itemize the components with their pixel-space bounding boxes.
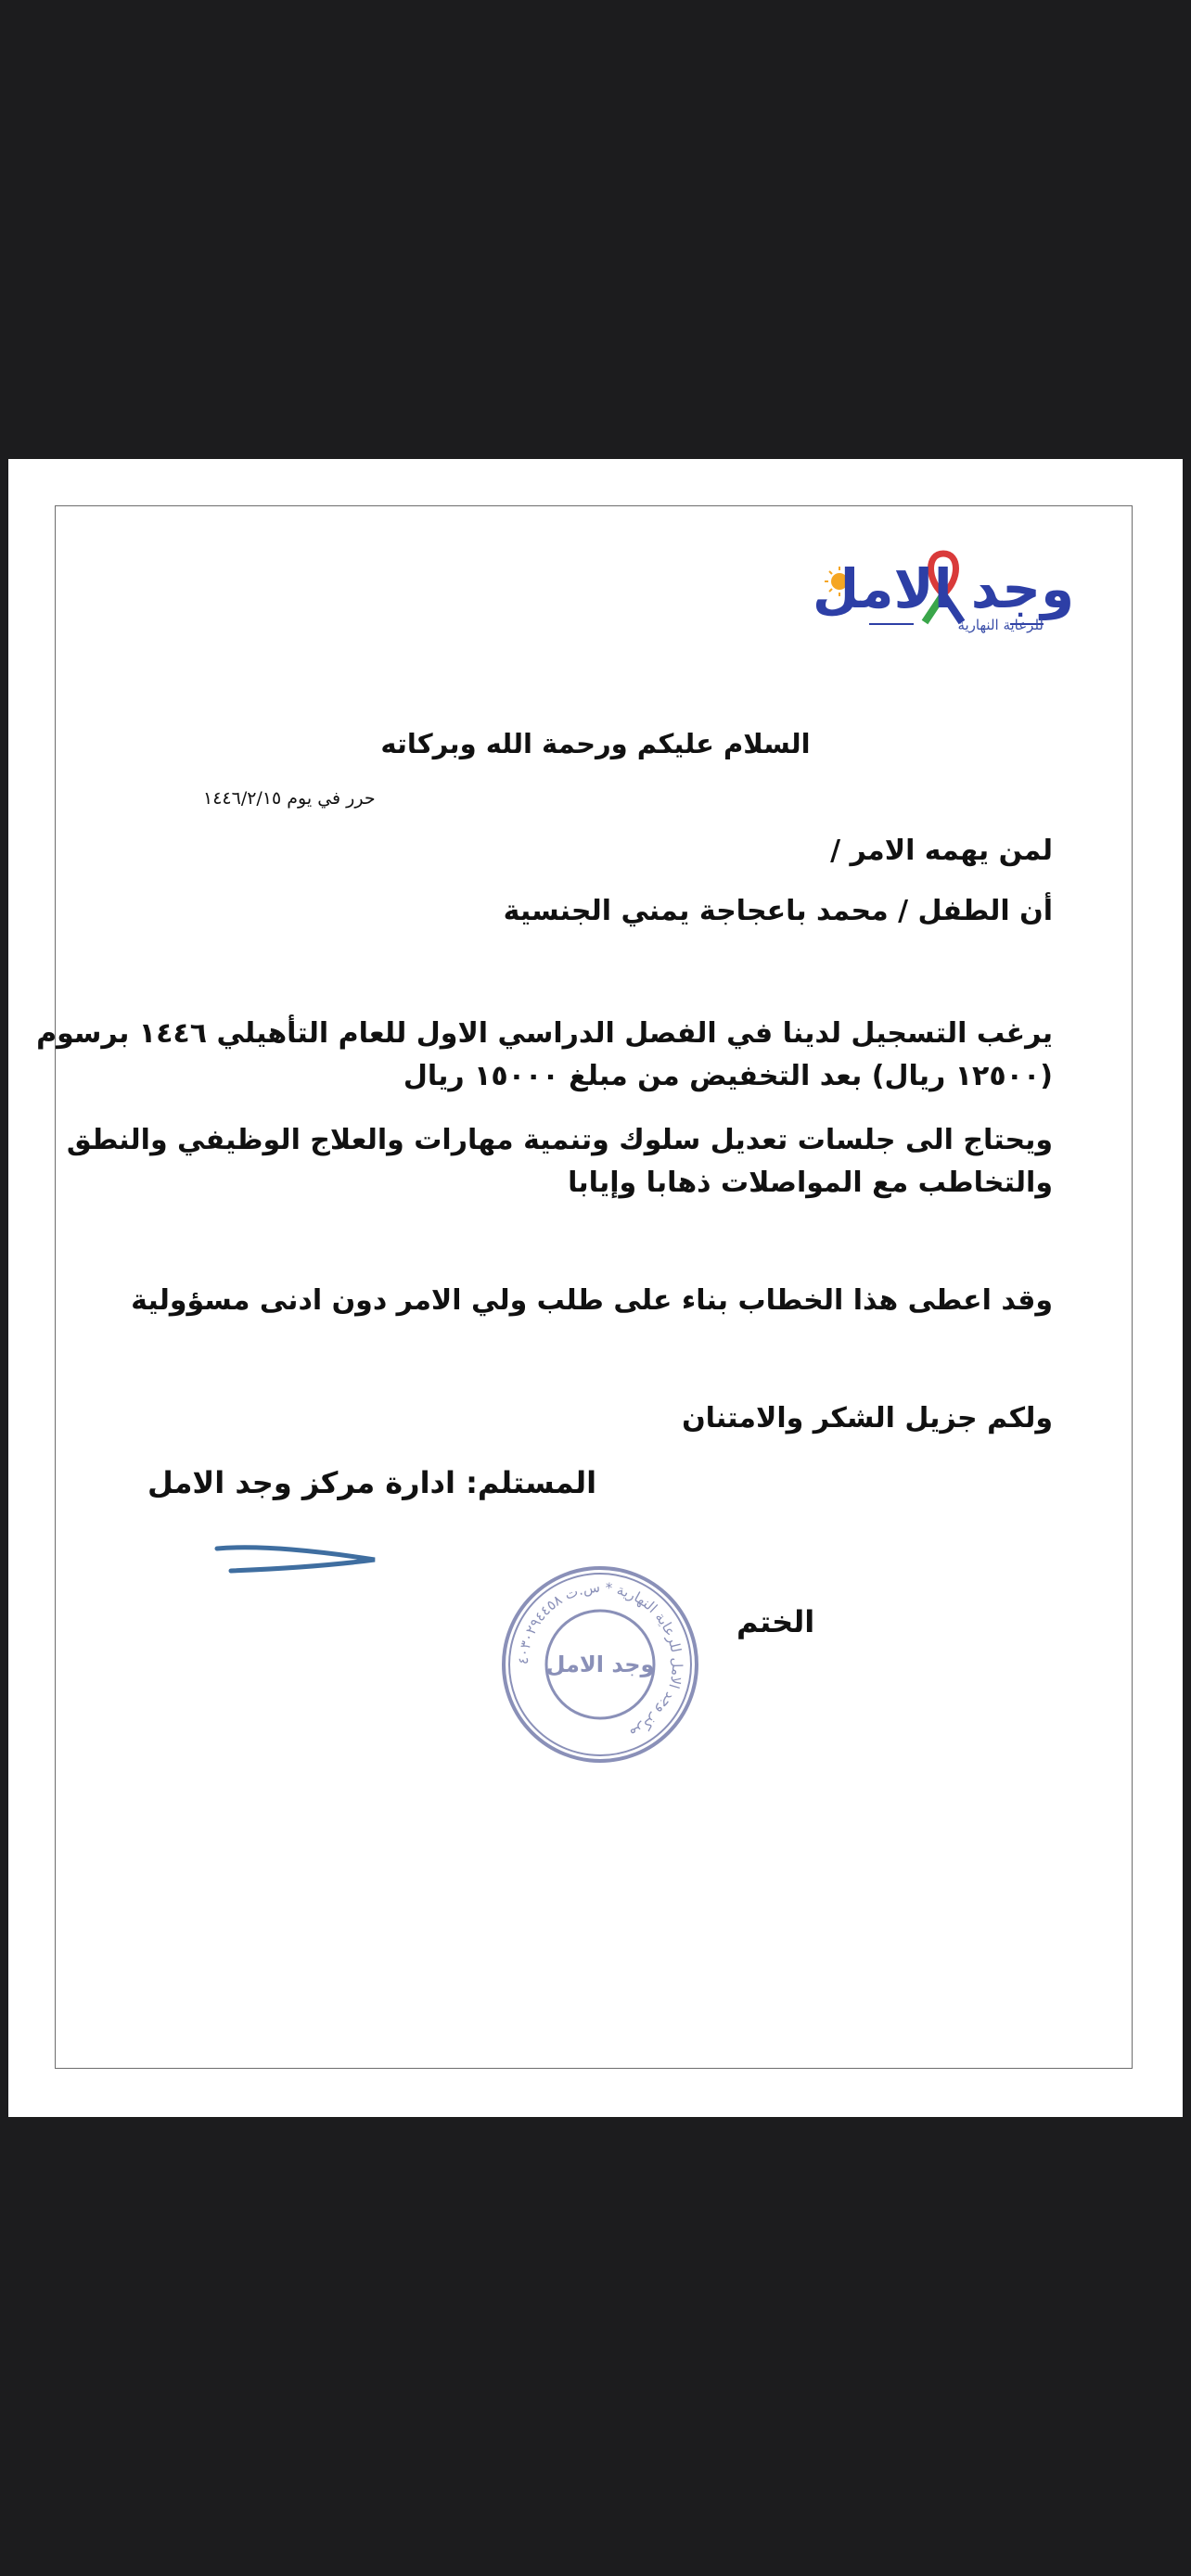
paragraph-2-line-2: والتخاطب مع المواصلات ذهابا وإيابا — [568, 1167, 1053, 1199]
closing-thanks: ولكم جزيل الشكر والامتنان — [682, 1402, 1053, 1435]
paragraph-2-line-1: ويحتاج الى جلسات تعديل سلوك وتنمية مهارات والعلاج الوظيفي والنطق — [66, 1124, 1053, 1156]
brand-name: وجد الامل — [812, 557, 1075, 620]
document-page — [8, 459, 1183, 2117]
stamp-label: الختم — [736, 1604, 815, 1639]
paragraph-3: وقد اعطى هذا الخطاب بناء على طلب ولي الامر دون ادنى مسؤولية — [131, 1284, 1053, 1317]
addressee: لمن يهمه الامر / — [830, 835, 1053, 867]
brand-tagline: للرعاية النهارية — [957, 617, 1044, 633]
stamp-ring-text: مركز وجد الامل للرعاية النهارية * س.ت ٤٠٣٠٢٩٤٤٥٨ — [514, 1578, 686, 1743]
stamp-center-text: وجد الامل — [545, 1651, 655, 1677]
greeting: السلام عليكم ورحمة الله وبركاته — [380, 728, 811, 759]
child-info: أن الطفل / محمد باعجاجة يمني الجنسية — [503, 895, 1053, 927]
receiver: المستلم: ادارة مركز وجد الامل — [147, 1465, 597, 1500]
signature — [203, 1539, 389, 1586]
paragraph-1-line-1: يرغب التسجيل لدينا في الفصل الدراسي الاول للعام التأهيلي ١٤٤٦ برسوم — [36, 1017, 1053, 1050]
official-stamp — [498, 1562, 702, 1766]
paragraph-1-line-2: (١٢٥٠٠ ريال) بعد التخفيض من مبلغ ١٥٠٠٠ ريال — [403, 1060, 1053, 1092]
issue-date: حرر في يوم ١٤٤٦/٢/١٥ — [203, 788, 376, 809]
